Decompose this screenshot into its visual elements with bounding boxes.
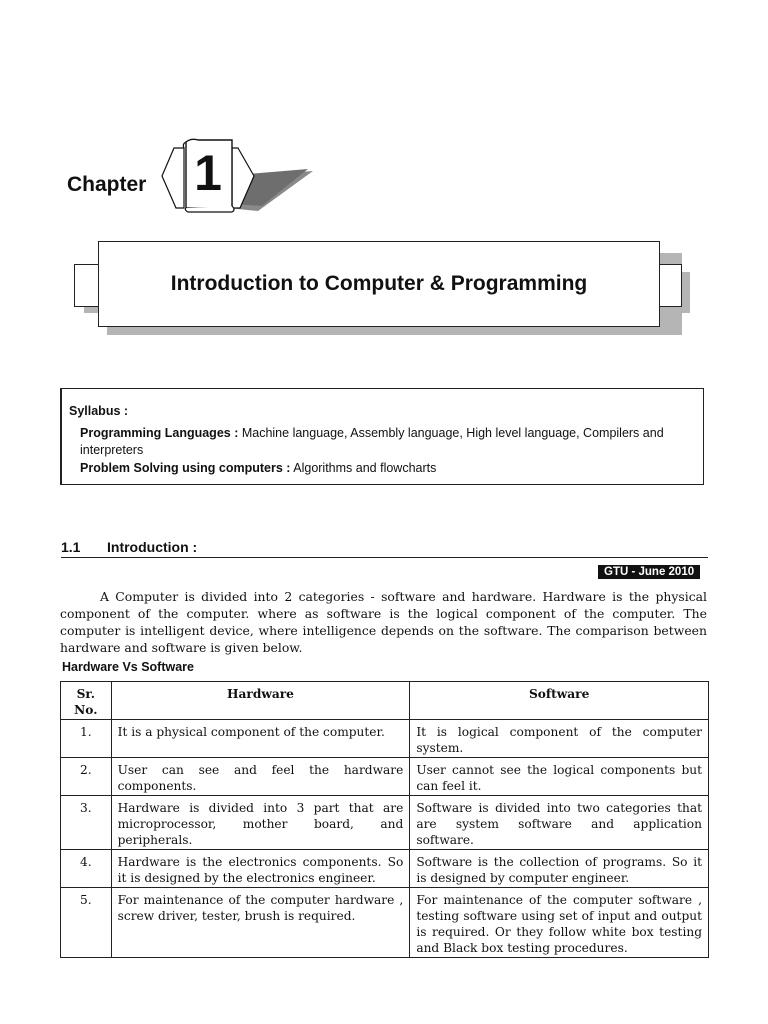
section-heading [61,539,708,558]
table-row [61,720,709,758]
intro-paragraph [60,588,707,656]
comparison-table [60,681,709,958]
row-sr: 2. [61,758,112,796]
row-sr: 1. [61,720,112,758]
row-software: It is logical component of the computer system. [410,720,709,758]
chapter-label: Chapter [67,173,147,196]
table-row [61,888,709,958]
chapter-number: 1 [194,145,222,201]
chapter-ribbon-icon [158,136,318,216]
row-software: User cannot see the logical components but can feel it. [410,758,709,796]
syllabus-item [69,425,693,460]
row-hardware: Hardware is the electronics components. So it is designed by the electronics engineer. [111,850,410,888]
table-row [61,796,709,850]
row-sr: 4. [61,850,112,888]
syllabus-item-value: Algorithms and flowcharts [293,460,437,475]
syllabus-item-value: Machine language, Assembly language, High level language, Compilers and interpreters [80,425,664,457]
row-hardware: It is a physical component of the computer. [111,720,410,758]
table-header-row [61,682,709,720]
chapter-title: Introduction to Computer & Programming [170,272,588,295]
chapter-title-box [98,241,660,327]
row-software: Software is divided into two categories that are system software and application software. [410,796,709,850]
syllabus-item-key: Problem Solving using computers : [80,460,291,475]
table-row [61,850,709,888]
table-row [61,758,709,796]
section-title: Introduction : [107,539,198,555]
row-hardware: For maintenance of the computer hardware , screw driver, tester, brush is required. [111,888,410,958]
row-hardware: User can see and feel the hardware components. [111,758,410,796]
intro-paragraph-text: A Computer is divided into 2 categories - software and hardware. Hardware is the physical component of the computer. where as software is the logical component of the computer. The computer is intelligent device, where intelligence depends on the software. The comparison between hardware and software is given below. [60,589,707,655]
row-software: For maintenance of the computer software , testing software using set of input and output is required. Or they follow white box testing and Black box testing procedures. [410,888,709,958]
row-hardware: Hardware is divided into 3 part that are microprocessor, mother board, and peripherals. [111,796,410,850]
exam-badge: GTU - June 2010 [598,565,700,579]
column-header-hardware: Hardware [111,682,410,720]
syllabus-heading: Syllabus : [69,404,129,418]
syllabus-item-key: Programming Languages : [80,425,239,440]
column-header-software: Software [410,682,709,720]
section-number: 1.1 [61,539,81,555]
table-caption: Hardware Vs Software [62,660,194,674]
row-sr: 3. [61,796,112,850]
syllabus-box [60,388,704,485]
row-software: Software is the collection of programs. So it is designed by computer engineer. [410,850,709,888]
column-header-sr: Sr. No. [61,682,112,720]
syllabus-item [69,460,693,478]
row-sr: 5. [61,888,112,958]
